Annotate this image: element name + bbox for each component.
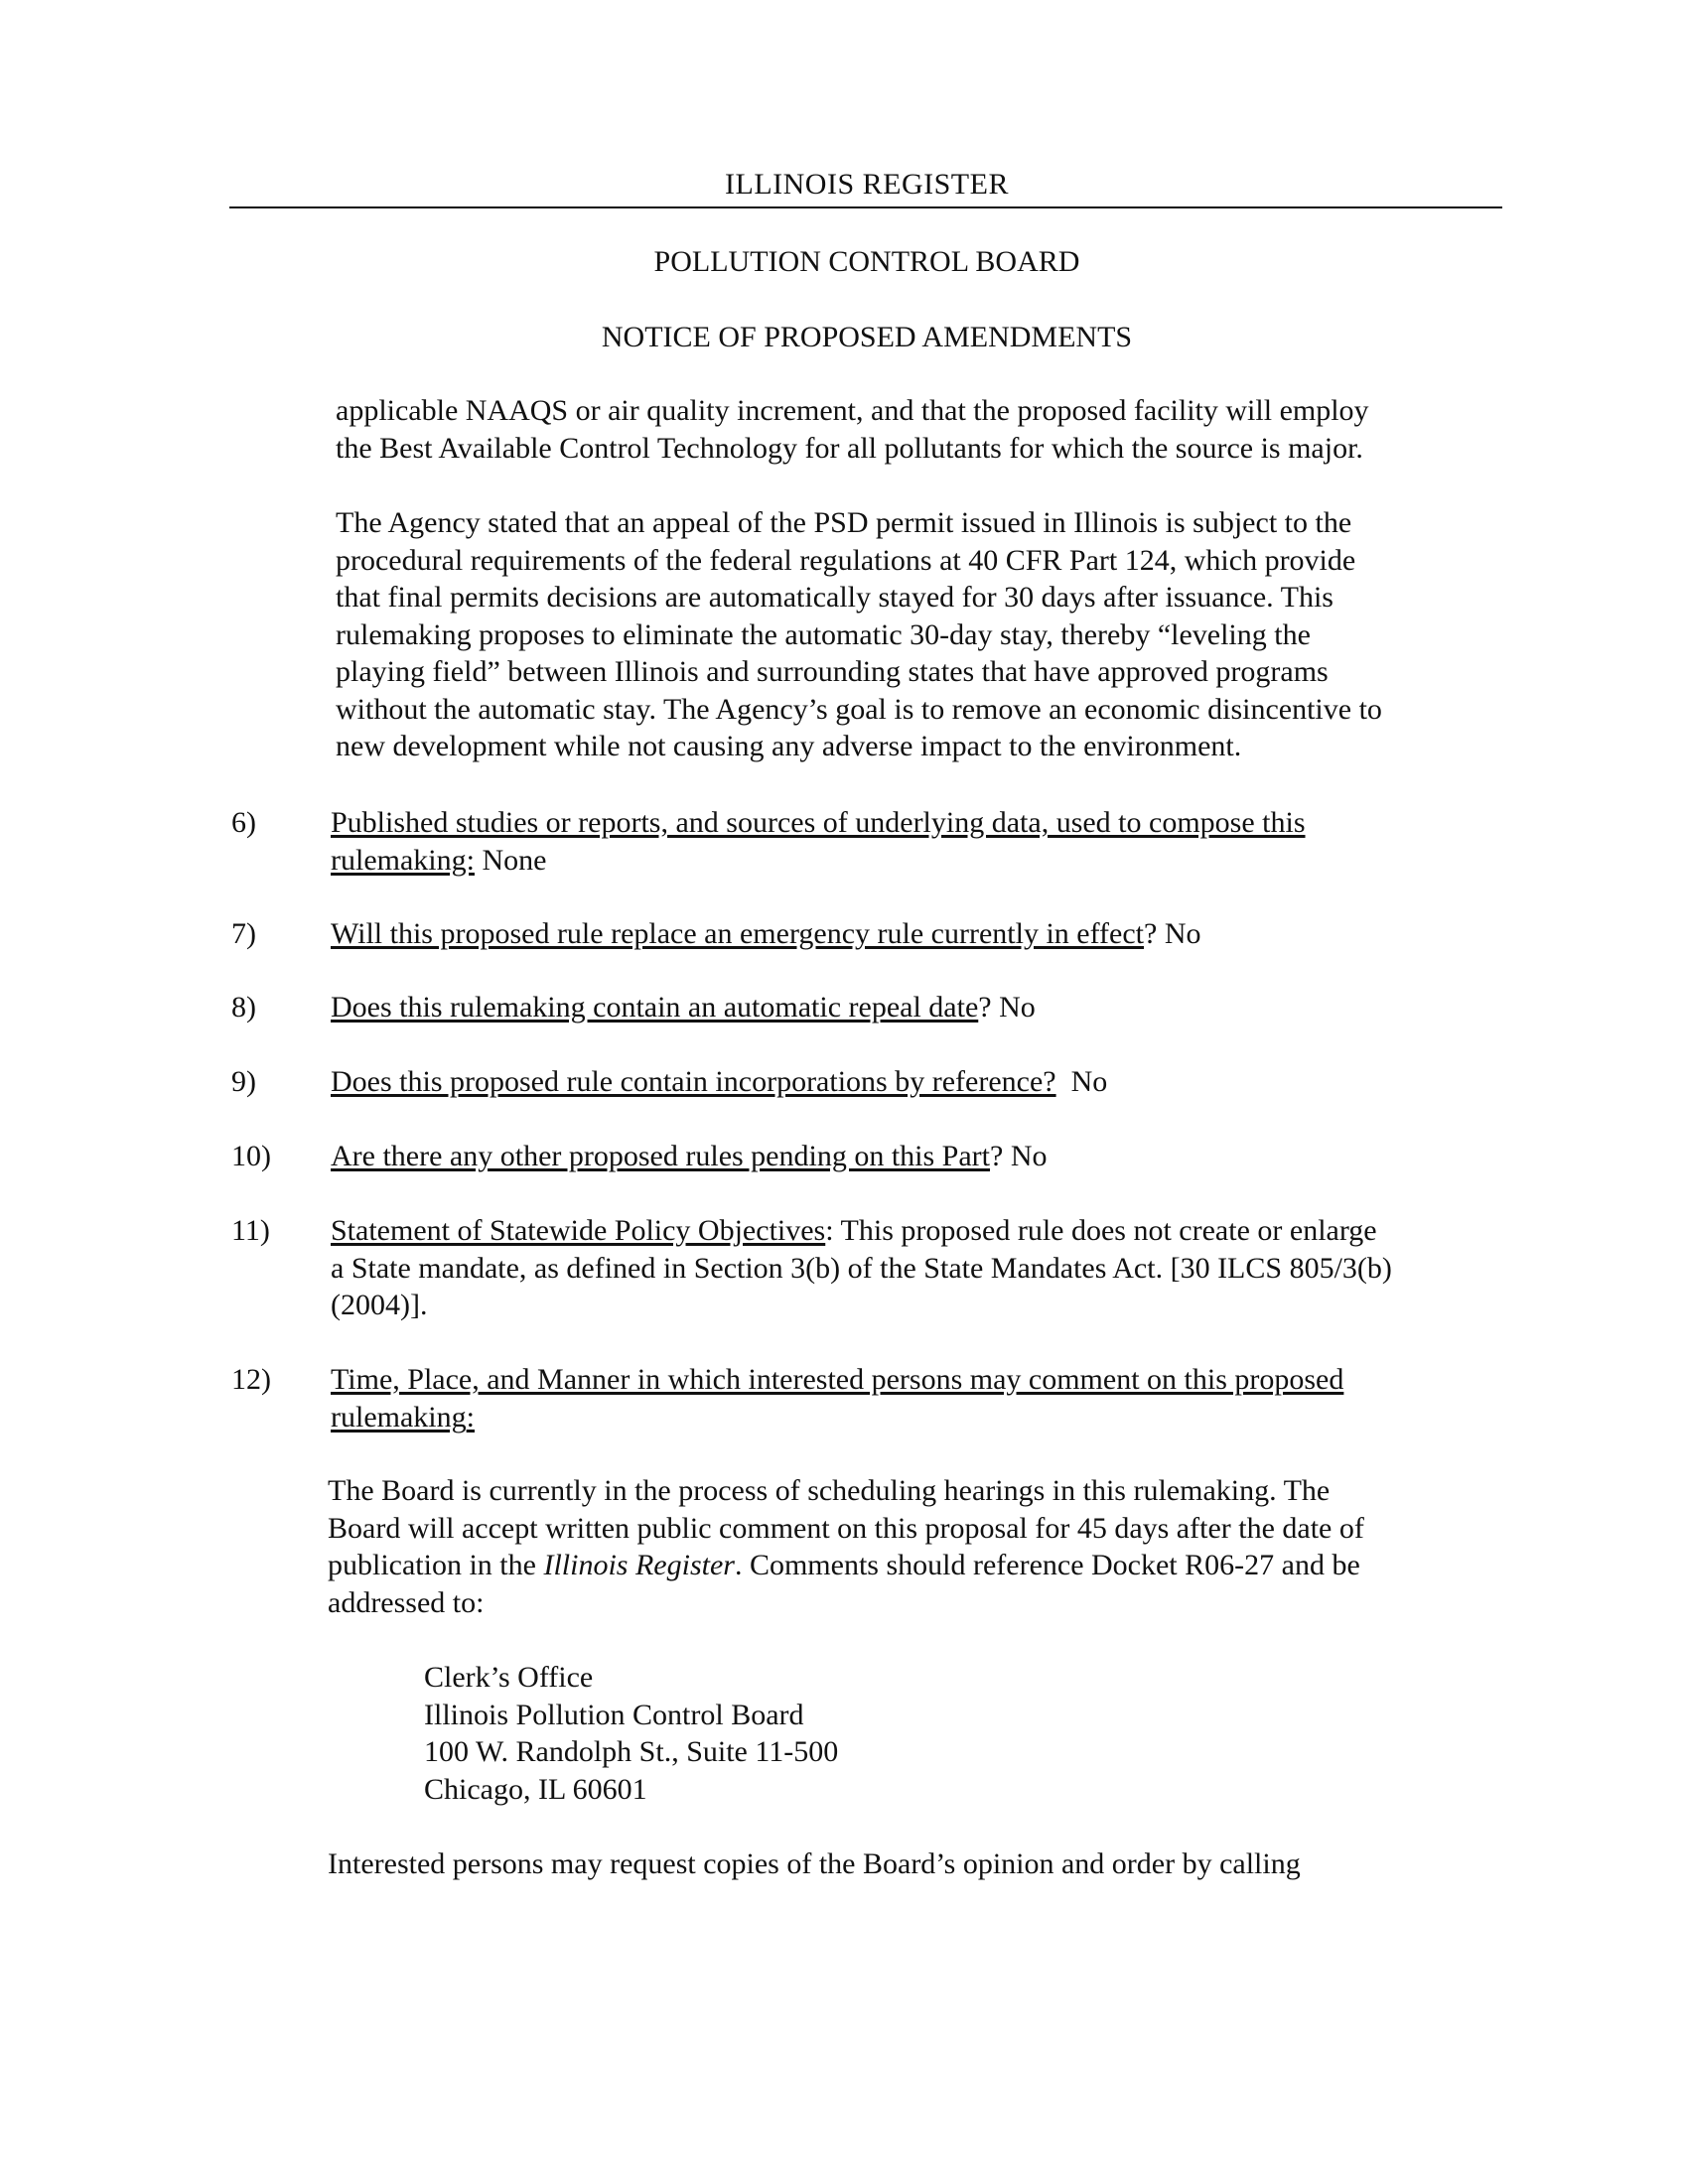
item-question: Will this proposed rule replace an emergency rule currently in effect — [331, 917, 1145, 950]
mailing-address — [424, 1659, 1218, 1808]
item-answer: ? No — [1144, 917, 1201, 950]
header-divider — [229, 206, 1502, 208]
paragraph-line: rulemaking proposes to eliminate the automatic 30-day stay, thereby “leveling the — [336, 617, 1311, 651]
item-number: 9) — [231, 1065, 256, 1098]
item-body — [331, 915, 1507, 953]
paragraph-line: The Board is currently in the process of scheduling hearings in this rulemaking. The — [328, 1474, 1331, 1507]
paragraph-line: applicable NAAQS or air quality increment, and that the proposed facility will employ — [336, 394, 1369, 427]
item-question: Does this proposed rule contain incorporations by reference? — [331, 1065, 1056, 1098]
register-title: ILLINOIS REGISTER — [725, 168, 1009, 201]
paragraph-line: The Agency stated that an appeal of the PSD permit issued in Illinois is subject to the — [336, 506, 1352, 539]
item-body — [331, 1212, 1507, 1324]
publication-name: Illinois Register — [543, 1549, 735, 1581]
item-number: 6) — [231, 806, 256, 839]
paragraph-line — [328, 1547, 1509, 1584]
paragraph-line: Interested persons may request copies of the Board’s opinion and order by calling — [328, 1847, 1301, 1880]
address-line: Chicago, IL 60601 — [424, 1772, 647, 1806]
item-answer: None — [482, 843, 547, 877]
paragraph-line: new development while not causing any adverse impact to the environment. — [336, 730, 1242, 762]
item-heading: Time, Place, and Manner in which interested persons may comment on this proposed — [331, 1363, 1344, 1396]
item-number: 8) — [231, 991, 256, 1024]
item-body — [331, 1063, 1507, 1101]
item-number: 10) — [231, 1140, 271, 1172]
item-number: 7) — [231, 917, 256, 950]
item-heading: Statement of Statewide Policy Objectives — [331, 1214, 826, 1247]
item-question: rulemaking: — [331, 843, 475, 877]
agency-heading: POLLUTION CONTROL BOARD — [653, 245, 1080, 278]
paragraph-line: that final permits decisions are automatically stayed for 30 days after issuance. This — [336, 581, 1333, 614]
item-answer: No — [1070, 1065, 1108, 1098]
item-body — [331, 989, 1507, 1026]
line-prefix: publication in the — [328, 1549, 544, 1581]
closing-paragraph — [328, 1845, 1509, 1883]
item-text: : This proposed rule does not create or enlarge — [825, 1214, 1377, 1247]
line-suffix: . Comments should reference Docket R06-27 and be — [734, 1549, 1360, 1581]
address-line: Illinois Pollution Control Board — [424, 1698, 804, 1731]
paragraph-line: the Best Available Control Technology for all pollutants for which the source is major. — [336, 431, 1363, 465]
paragraph-line: Board will accept written public comment on this proposal for 45 days after the date of — [328, 1511, 1364, 1545]
item-body — [331, 1138, 1507, 1175]
item-number: 11) — [231, 1214, 270, 1247]
comment-paragraph — [328, 1472, 1509, 1621]
continuation-paragraph — [336, 392, 1507, 467]
paragraph-line: addressed to: — [328, 1585, 485, 1619]
notice-heading: NOTICE OF PROPOSED AMENDMENTS — [601, 321, 1133, 353]
item-text: (2004)]. — [331, 1289, 428, 1321]
address-line: Clerk’s Office — [424, 1661, 594, 1694]
paragraph-line: procedural requirements of the federal regulations at 40 CFR Part 124, which provide — [336, 543, 1356, 577]
item-body — [331, 804, 1507, 879]
item-question: Are there any other proposed rules pending on this Part — [331, 1140, 990, 1172]
agency-paragraph — [336, 504, 1507, 765]
item-number: 12) — [231, 1363, 271, 1396]
address-line: 100 W. Randolph St., Suite 11-500 — [424, 1735, 839, 1768]
item-heading-suffix: : — [466, 1400, 475, 1433]
item-body — [331, 1361, 1507, 1435]
item-question: Published studies or reports, and sources of underlying data, used to compose this — [331, 806, 1306, 839]
item-answer: ? No — [990, 1140, 1048, 1172]
item-text: a State mandate, as defined in Section 3(b) of the State Mandates Act. [30 ILCS 805/3(b) — [331, 1251, 1392, 1285]
paragraph-line: without the automatic stay. The Agency’s goal is to remove an economic disincentive to — [336, 692, 1382, 726]
item-question: Does this rulemaking contain an automatic repeal date — [331, 991, 979, 1024]
item-heading: rulemaking — [331, 1400, 467, 1433]
item-answer: ? No — [978, 991, 1036, 1024]
paragraph-line: playing field” between Illinois and surrounding states that have approved programs — [336, 655, 1329, 688]
